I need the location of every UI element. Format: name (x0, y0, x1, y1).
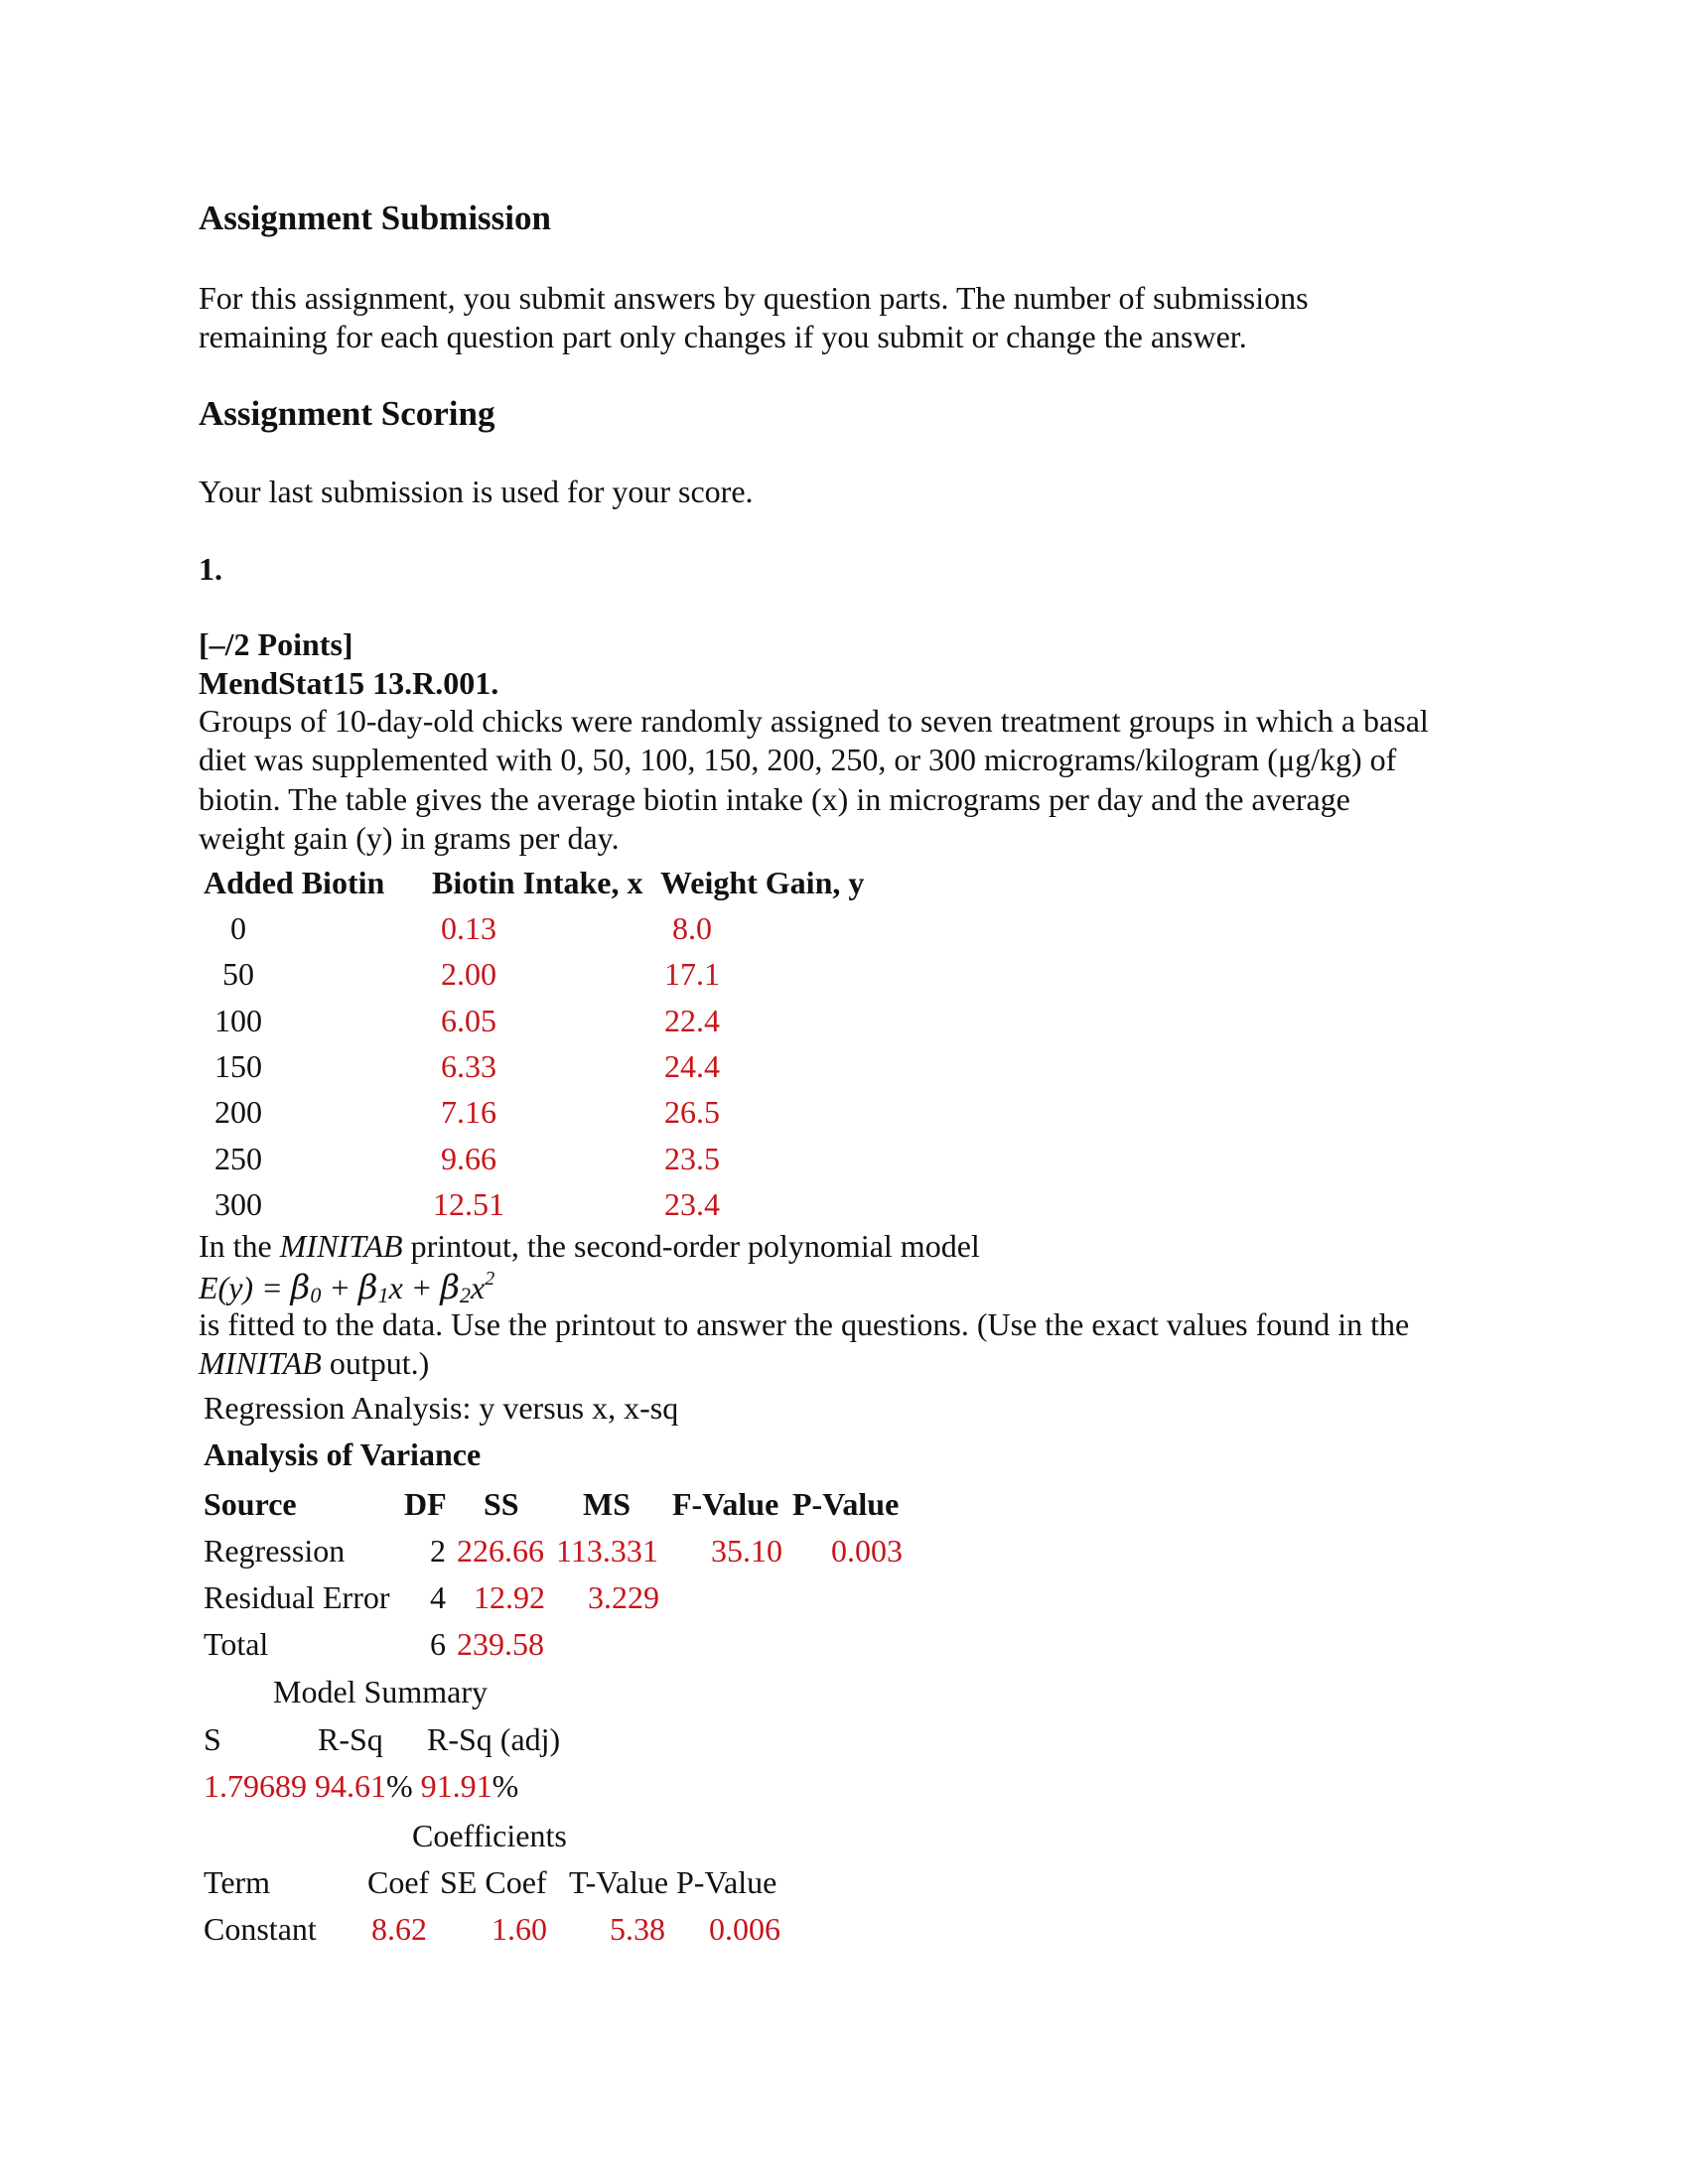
intro-line-3: biotin. The table gives the average biotin intake (x) in micrograms per day and the average (199, 781, 1350, 817)
table-cell-biotin-intake: 6.05 (441, 1003, 496, 1038)
question-code: MendStat15 13.R.001. (199, 665, 499, 701)
table-cell-weight-gain: 8.0 (672, 910, 712, 946)
table-cell-weight-gain: 26.5 (664, 1094, 720, 1130)
table-header-weight-gain: Weight Gain, y (660, 865, 865, 900)
intro-line-2: diet was supplemented with 0, 50, 100, 150, 200, 250, or 300 micrograms/kilogram (μg/kg) of (199, 742, 1397, 777)
beta-1-symbol: β (357, 1268, 378, 1307)
table-cell-added-biotin: 100 (214, 1003, 262, 1038)
after-model-line-2 (199, 1347, 429, 1379)
table-cell-added-biotin: 250 (214, 1141, 262, 1176)
submission-title: Assignment Submission (199, 199, 551, 237)
coef-row-tvalue: 5.38 (610, 1911, 665, 1947)
table-cell-biotin-intake: 2.00 (441, 956, 496, 992)
anova-row-total-df: 6 (430, 1626, 446, 1662)
anova-row-regression-source: Regression (204, 1533, 346, 1569)
table-cell-added-biotin: 300 (214, 1186, 262, 1222)
model-summary-header-rsq-adj: R-Sq (adj) (427, 1721, 561, 1757)
anova-row-regression-p: 0.003 (831, 1533, 903, 1569)
anova-row-total-source: Total (204, 1626, 269, 1662)
minitab-intro-em: MINITAB (279, 1228, 403, 1264)
anova-header-ss: SS (484, 1486, 519, 1522)
after-model-post: output.) (321, 1345, 430, 1381)
model-summary-rsq-pct: % (386, 1768, 413, 1804)
anova-row-regression-ms: 113.331 (556, 1533, 658, 1569)
question-points: [–/2 Points] (199, 626, 353, 662)
table-cell-weight-gain: 17.1 (664, 956, 720, 992)
table-cell-added-biotin: 150 (214, 1048, 262, 1084)
anova-header-pvalue: P-Value (792, 1486, 900, 1522)
minitab-intro-line (199, 1230, 980, 1262)
regression-title: Regression Analysis: y versus x, x-sq (204, 1390, 679, 1426)
scoring-title: Assignment Scoring (199, 394, 495, 433)
question-number: 1. (199, 551, 222, 587)
table-cell-weight-gain: 22.4 (664, 1003, 720, 1038)
after-model-line-1: is fitted to the data. Use the printout to answer the questions. (Use the exact values found in the (199, 1306, 1410, 1342)
model-summary-rsq-adj-pct: % (492, 1768, 519, 1804)
coefficients-title: Coefficients (412, 1818, 567, 1853)
model-rhs-plain: x + (388, 1270, 441, 1305)
anova-row-residual-source: Residual Error (204, 1579, 390, 1615)
anova-header-df: DF (404, 1486, 447, 1522)
coef-row-pvalue: 0.006 (709, 1911, 780, 1947)
table-cell-biotin-intake: 0.13 (441, 910, 496, 946)
coef-header-pvalue: P-Value (676, 1864, 777, 1900)
model-summary-values (204, 1770, 518, 1802)
model-summary-header-s: S (204, 1721, 221, 1757)
anova-header-fvalue: F-Value (672, 1486, 779, 1522)
minitab-intro-post: printout, the second-order polynomial model (402, 1228, 980, 1264)
coef-header-coef: Coef (367, 1864, 430, 1900)
scoring-text: Your last submission is used for your score. (199, 474, 754, 509)
table-cell-weight-gain: 23.4 (664, 1186, 720, 1222)
coef-row-se-coef: 1.60 (492, 1911, 547, 1947)
table-cell-weight-gain: 24.4 (664, 1048, 720, 1084)
beta-2-symbol: β (440, 1268, 461, 1307)
anova-row-residual-ms: 3.229 (588, 1579, 659, 1615)
table-cell-added-biotin: 200 (214, 1094, 262, 1130)
anova-row-residual-df: 4 (430, 1579, 446, 1615)
submission-text-line2: remaining for each question part only changes if you submit or change the answer. (199, 319, 1247, 354)
coef-header-tvalue: T-Value (569, 1864, 669, 1900)
table-cell-biotin-intake: 12.51 (433, 1186, 504, 1222)
anova-row-regression-f: 35.10 (711, 1533, 782, 1569)
model-summary-rsq-adj-value: 91.91 (420, 1768, 492, 1804)
after-model-em: MINITAB (199, 1345, 322, 1381)
intro-line-1: Groups of 10-day-old chicks were randomly assigned to seven treatment groups in which a basal (199, 703, 1429, 739)
anova-row-total-ss: 239.58 (457, 1626, 544, 1662)
table-cell-biotin-intake: 6.33 (441, 1048, 496, 1084)
anova-header-source: Source (204, 1486, 297, 1522)
table-cell-biotin-intake: 7.16 (441, 1094, 496, 1130)
beta-0-symbol: β (290, 1268, 311, 1307)
anova-title: Analysis of Variance (204, 1436, 482, 1472)
model-summary-s-value: 1.79689 (204, 1768, 307, 1804)
model-equation: $E(y) = \beta 0 + \beta 1x + \beta 2x^2$ (199, 1268, 495, 1307)
table-cell-added-biotin: 0 (230, 910, 246, 946)
anova-row-regression-df: 2 (430, 1533, 446, 1569)
anova-row-regression-ss: 226.66 (457, 1533, 544, 1569)
coef-header-term: Term (204, 1864, 271, 1900)
table-cell-biotin-intake: 9.66 (441, 1141, 496, 1176)
table-header-biotin-intake: Biotin Intake, x (432, 865, 643, 900)
anova-row-residual-ss: 12.92 (474, 1579, 545, 1615)
anova-header-ms: MS (583, 1486, 631, 1522)
coef-row-term: Constant (204, 1911, 317, 1947)
intro-line-4: weight gain (y) in grams per day. (199, 820, 620, 856)
table-header-added-biotin: Added Biotin (204, 865, 385, 900)
table-cell-weight-gain: 23.5 (664, 1141, 720, 1176)
table-cell-added-biotin: 50 (222, 956, 254, 992)
submission-text-line1: For this assignment, you submit answers by question parts. The number of submissions (199, 280, 1309, 316)
coef-header-se-coef: SE Coef (440, 1864, 547, 1900)
minitab-intro-pre: In the (199, 1228, 280, 1264)
coef-row-coef: 8.62 (371, 1911, 427, 1947)
model-summary-rsq-value: 94.61 (315, 1768, 386, 1804)
model-summary-title: Model Summary (273, 1674, 488, 1709)
model-lhs: E(y) = (199, 1270, 291, 1305)
model-summary-header-rsq: R-Sq (318, 1721, 383, 1757)
